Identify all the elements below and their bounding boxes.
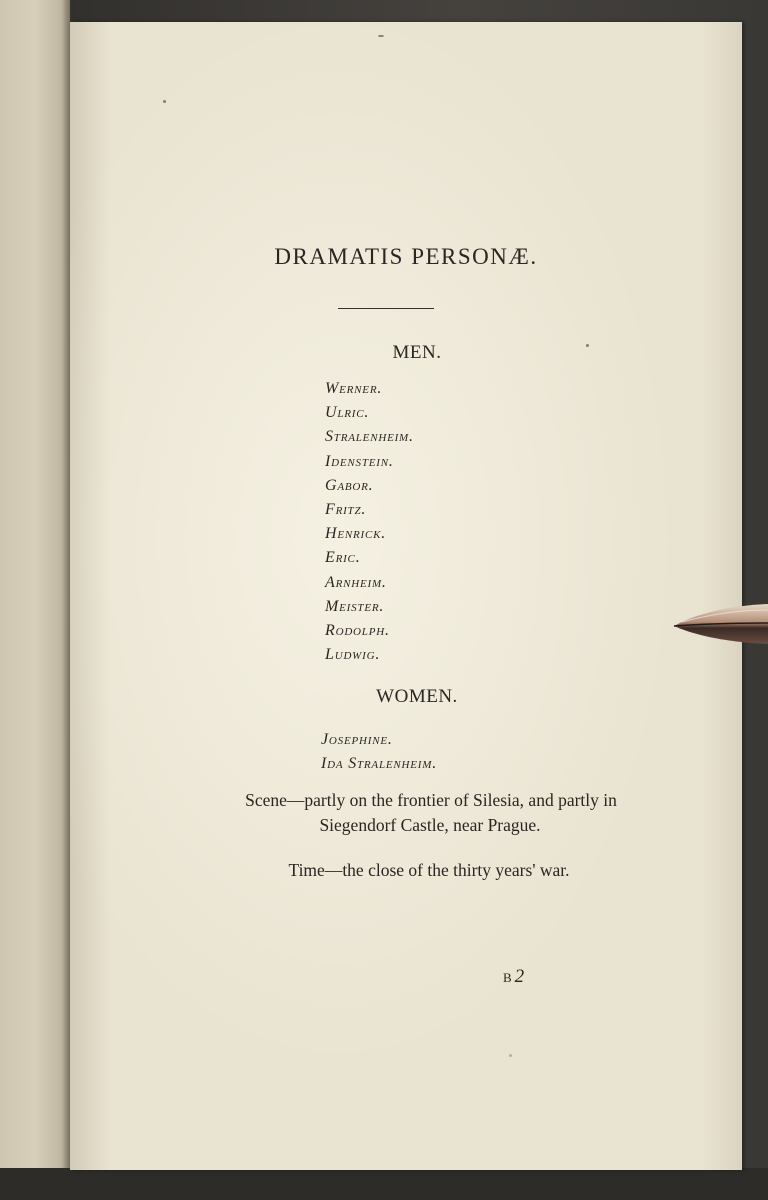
signature-number: 2 <box>514 966 525 987</box>
character-name: Rodolph. <box>325 621 390 639</box>
paper-speck <box>378 35 384 37</box>
signature-mark <box>503 966 524 988</box>
scene-line: Siegendorf Castle, near Prague. <box>319 815 541 835</box>
character-name: Idenstein. <box>325 452 394 470</box>
paper-speck <box>163 100 166 103</box>
pen-nib-pointer <box>672 598 768 648</box>
character-name: Ida Stralenheim. <box>321 755 438 773</box>
character-name: Eric. <box>325 549 361 567</box>
character-name: Stralenheim. <box>325 428 414 446</box>
women-heading: WOMEN. <box>376 686 458 707</box>
men-list <box>325 377 414 667</box>
character-name: Gabor. <box>325 476 374 494</box>
time-description: Time—the close of the thirty years' war. <box>288 860 570 880</box>
character-name: Fritz. <box>325 500 367 518</box>
character-name: Ulric. <box>325 404 370 422</box>
table-surface <box>0 1168 768 1200</box>
character-name: Josephine. <box>321 731 393 748</box>
paper-speck <box>509 1054 512 1057</box>
signature-letter: B <box>503 970 512 985</box>
character-name: Werner. <box>325 380 383 397</box>
book-page <box>70 22 742 1170</box>
men-heading: MEN. <box>392 342 442 363</box>
facing-page-edge <box>0 0 70 1200</box>
title-rule <box>338 308 434 309</box>
character-name: Henrick. <box>325 525 387 543</box>
character-name: Ludwig. <box>325 646 381 664</box>
page-title: DRAMATIS PERSONÆ. <box>274 244 538 269</box>
scene-description <box>70 788 742 838</box>
scene-line: Scene—partly on the frontier of Silesia, and partly in <box>245 790 617 810</box>
women-list <box>321 728 437 776</box>
character-name: Meister. <box>325 597 385 615</box>
character-name: Arnheim. <box>325 573 387 591</box>
